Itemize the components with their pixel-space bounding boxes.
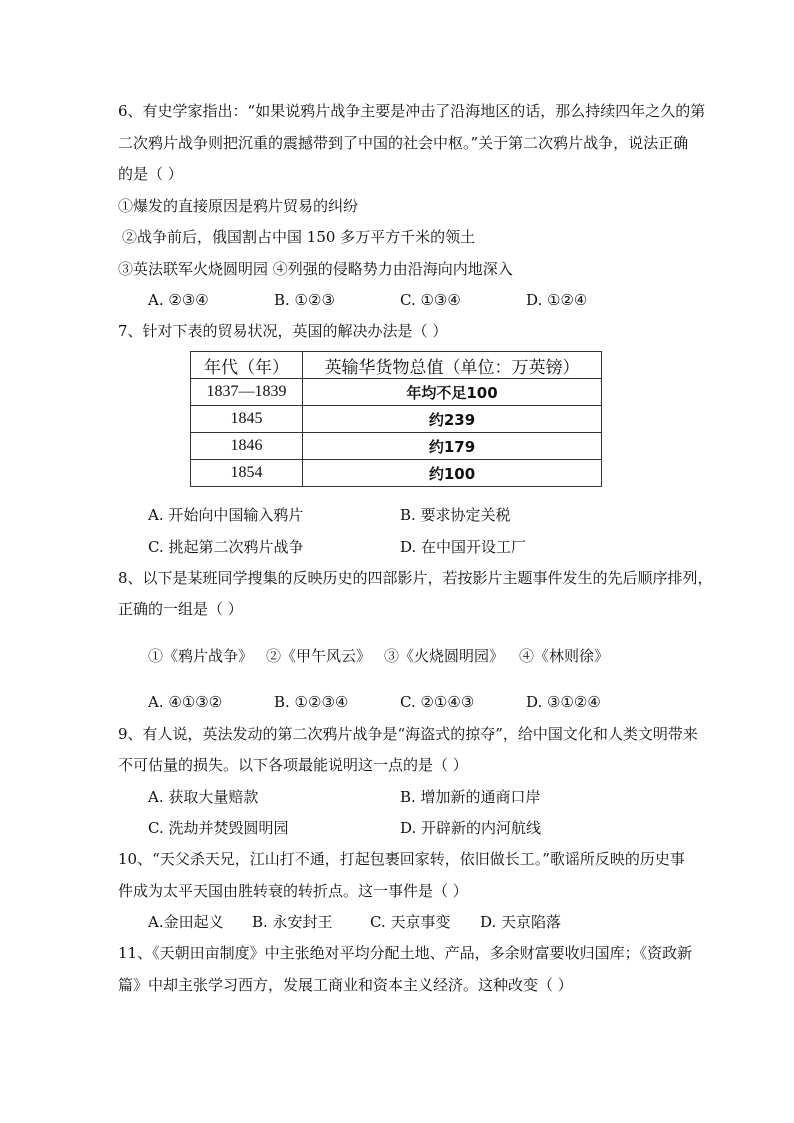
q7-option-a: A. 开始向中国输入鸦片 xyxy=(148,506,304,524)
q8-option-a: A. ④①③② xyxy=(148,693,223,711)
q9-option-b: B. 增加新的通商口岸 xyxy=(400,788,541,806)
table-cell-year: 1837—1839 xyxy=(191,379,303,406)
q8-line-2: 正确的一组是（ ） xyxy=(118,600,243,618)
table-header-value: 英输华货物总值（单位：万英镑） xyxy=(303,352,602,379)
q6-line-3: 的是（ ） xyxy=(118,165,183,183)
q6-line-2: 二次鸦片战争则把沉重的震撼带到了中国的社会中枢。”关于第二次鸦片战争，说法正确 xyxy=(118,134,689,152)
q7-option-b: B. 要求协定关税 xyxy=(400,506,511,524)
table-cell-value: 年均不足100 xyxy=(303,379,602,406)
q7-option-c: C. 挑起第二次鸦片战争 xyxy=(148,538,304,556)
q7-stem: 7、针对下表的贸易状况，英国的解决办法是（ ） xyxy=(118,322,448,340)
q8-line-1: 8、以下是某班同学搜集的反映历史的四部影片，若按影片主题事件发生的先后顺序排列， xyxy=(118,569,713,587)
q9-option-a: A. 获取大量赔款 xyxy=(148,788,259,806)
q6-item-2: ②战争前后，俄国割占中国 150 多万平方千米的领土 xyxy=(122,228,476,246)
table-cell-value: 约239 xyxy=(303,406,602,433)
q9-option-d: D. 开辟新的内河航线 xyxy=(400,819,542,837)
q9-line-1: 9、有人说，英法发动的第二次鸦片战争是“海盗式的掠夺”，给中国文化和人类文明带来 xyxy=(118,725,698,743)
table-header-year: 年代（年） xyxy=(191,352,303,379)
q10-option-d: D. 天京陷落 xyxy=(480,913,562,931)
q8-option-d: D. ③①②④ xyxy=(526,693,601,711)
table-cell-value: 约100 xyxy=(303,460,602,487)
q6-option-c: C. ①③④ xyxy=(400,291,461,309)
q8-film-4: ④《林则徐》 xyxy=(519,647,610,665)
table-row xyxy=(191,406,602,433)
trade-table xyxy=(190,351,602,487)
table-cell-value: 约179 xyxy=(303,433,602,460)
table-row xyxy=(191,460,602,487)
q8-option-c: C. ②①④③ xyxy=(400,693,475,711)
table-cell-year: 1846 xyxy=(191,433,303,460)
q10-line-2: 件成为太平天国由胜转衰的转折点。这一事件是（ ） xyxy=(118,882,468,900)
q7-option-d: D. 在中国开设工厂 xyxy=(400,538,527,556)
q11-line-2: 篇》中却主张学习西方，发展工商业和资本主义经济。这种改变（ ） xyxy=(118,976,573,994)
table-cell-year: 1845 xyxy=(191,406,303,433)
q6-item-1: ①爆发的直接原因是鸦片贸易的纠纷 xyxy=(118,197,359,215)
q10-line-1: 10、“天父杀天兄，江山打不通，打起包裹回家转，依旧做长工。”歌谣所反映的历史事 xyxy=(118,850,685,868)
q6-item-3: ③英法联军火烧圆明园 ④列强的侵略势力由沿海向内地深入 xyxy=(118,260,513,278)
q11-line-1: 11、《天朝田亩制度》中主张绝对平均分配土地、产品，多余财富要收归国库；《资政新 xyxy=(118,944,693,962)
q6-option-b: B. ①②③ xyxy=(274,291,335,309)
q6-option-d: D. ①②④ xyxy=(526,291,588,309)
table-cell-year: 1854 xyxy=(191,460,303,487)
q9-option-c: C. 洗劫并焚毁圆明园 xyxy=(148,819,289,837)
q9-line-2: 不可估量的损失。以下各项最能说明这一点的是（ ） xyxy=(118,756,468,774)
q8-film-2: ②《甲午风云》 xyxy=(266,647,372,665)
table-row xyxy=(191,379,602,406)
table-row xyxy=(191,433,602,460)
q8-film-3: ③《火烧圆明园》 xyxy=(384,647,505,665)
q8-film-1: ①《鸦片战争》 xyxy=(148,647,254,665)
table-header-row xyxy=(191,352,602,379)
q10-option-a: A.金田起义 xyxy=(148,913,224,931)
q8-option-b: B. ①②③④ xyxy=(274,693,349,711)
q10-option-b: B. 永安封王 xyxy=(252,913,333,931)
q10-option-c: C. 天京事变 xyxy=(370,913,451,931)
q6-option-a: A. ②③④ xyxy=(148,291,209,309)
q6-line-1: 6、有史学家指出：“如果说鸦片战争主要是冲击了沿海地区的话，那么持续四年之久的第 xyxy=(118,102,706,120)
